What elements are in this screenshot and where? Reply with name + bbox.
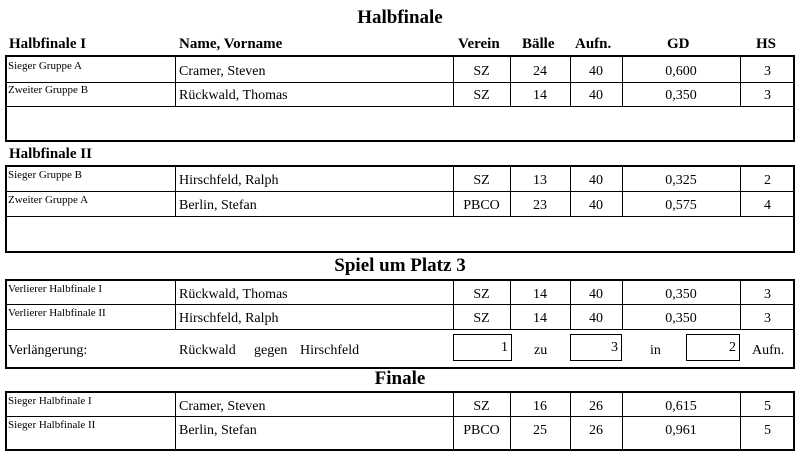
row-label: Zweiter Gruppe A bbox=[8, 194, 89, 206]
player-name: Berlin, Stefan bbox=[179, 423, 257, 438]
gd: 0,961 bbox=[665, 423, 697, 438]
player-name: Berlin, Stefan bbox=[179, 198, 257, 213]
row-label: Verlierer Halbfinale I bbox=[8, 283, 103, 295]
page-title: Halbfinale bbox=[357, 7, 443, 28]
club: SZ bbox=[473, 88, 490, 103]
hs: 2 bbox=[764, 173, 771, 188]
column-header-gd: GD bbox=[667, 36, 690, 52]
section-title-halbfinale-2: Halbfinale II bbox=[9, 146, 92, 162]
hs: 4 bbox=[764, 198, 771, 213]
extension-score-2-box[interactable] bbox=[570, 334, 622, 361]
club: SZ bbox=[473, 311, 490, 326]
hs: 5 bbox=[764, 423, 771, 438]
row-label: Zweiter Gruppe B bbox=[8, 84, 89, 96]
extension-score-2: 3 bbox=[611, 340, 618, 355]
gd: 0,615 bbox=[665, 399, 697, 414]
row-label: Sieger Halbfinale II bbox=[8, 419, 96, 431]
gd: 0,575 bbox=[665, 198, 697, 213]
gd: 0,350 bbox=[665, 311, 697, 326]
row-label: Sieger Gruppe A bbox=[8, 60, 82, 72]
column-header-group: Halbfinale I bbox=[9, 36, 87, 52]
club: SZ bbox=[473, 64, 490, 79]
row-label: Verlierer Halbfinale II bbox=[8, 307, 106, 319]
extension-score-1: 1 bbox=[501, 340, 508, 355]
player-name: Rückwald, Thomas bbox=[179, 287, 288, 302]
extension-unit: Aufn. bbox=[752, 343, 785, 358]
row-label: Sieger Halbfinale I bbox=[8, 395, 92, 407]
balls: 16 bbox=[533, 399, 547, 414]
extension-player-2: Hirschfeld bbox=[300, 343, 360, 358]
balls: 24 bbox=[533, 64, 547, 79]
gd: 0,350 bbox=[665, 287, 697, 302]
innings: 40 bbox=[589, 198, 603, 213]
club: PBCO bbox=[463, 198, 500, 213]
innings: 40 bbox=[589, 88, 603, 103]
gd: 0,325 bbox=[665, 173, 697, 188]
club: SZ bbox=[473, 287, 490, 302]
balls: 14 bbox=[533, 287, 547, 302]
section-title-final: Finale bbox=[374, 368, 426, 389]
section-title-third-place: Spiel um Platz 3 bbox=[334, 255, 466, 276]
balls: 13 bbox=[533, 173, 547, 188]
innings: 40 bbox=[589, 311, 603, 326]
gd: 0,350 bbox=[665, 88, 697, 103]
column-header-innings: Aufn. bbox=[575, 36, 612, 52]
player-name: Hirschfeld, Ralph bbox=[179, 311, 279, 326]
balls: 14 bbox=[533, 88, 547, 103]
balls: 25 bbox=[533, 423, 547, 438]
extension-label: Verlängerung: bbox=[8, 343, 88, 358]
column-header-balls: Bälle bbox=[522, 36, 555, 52]
club: PBCO bbox=[463, 423, 500, 438]
extension-zu: zu bbox=[534, 343, 548, 358]
extension-innings-box[interactable] bbox=[686, 334, 740, 361]
hs: 5 bbox=[764, 399, 771, 414]
extension-score-1-box[interactable] bbox=[453, 334, 512, 361]
innings: 26 bbox=[589, 423, 603, 438]
player-name: Cramer, Steven bbox=[179, 64, 266, 79]
balls: 23 bbox=[533, 198, 547, 213]
club: SZ bbox=[473, 173, 490, 188]
column-header-name: Name, Vorname bbox=[179, 36, 283, 52]
column-header-hs: HS bbox=[756, 36, 777, 52]
innings: 26 bbox=[589, 399, 603, 414]
gd: 0,600 bbox=[665, 64, 697, 79]
column-header-club: Verein bbox=[458, 36, 500, 52]
hs: 3 bbox=[764, 64, 771, 79]
hs: 3 bbox=[764, 88, 771, 103]
row-label: Sieger Gruppe B bbox=[8, 169, 82, 181]
player-name: Cramer, Steven bbox=[179, 399, 266, 414]
innings: 40 bbox=[589, 173, 603, 188]
hs: 3 bbox=[764, 311, 771, 326]
extension-innings: 2 bbox=[729, 340, 736, 355]
balls: 14 bbox=[533, 311, 547, 326]
player-name: Hirschfeld, Ralph bbox=[179, 173, 279, 188]
extension-player-1: Rückwald bbox=[179, 343, 236, 358]
extension-versus: gegen bbox=[254, 343, 288, 358]
club: SZ bbox=[473, 399, 490, 414]
innings: 40 bbox=[589, 64, 603, 79]
player-name: Rückwald, Thomas bbox=[179, 88, 288, 103]
extension-in: in bbox=[650, 343, 661, 358]
hs: 3 bbox=[764, 287, 771, 302]
innings: 40 bbox=[589, 287, 603, 302]
